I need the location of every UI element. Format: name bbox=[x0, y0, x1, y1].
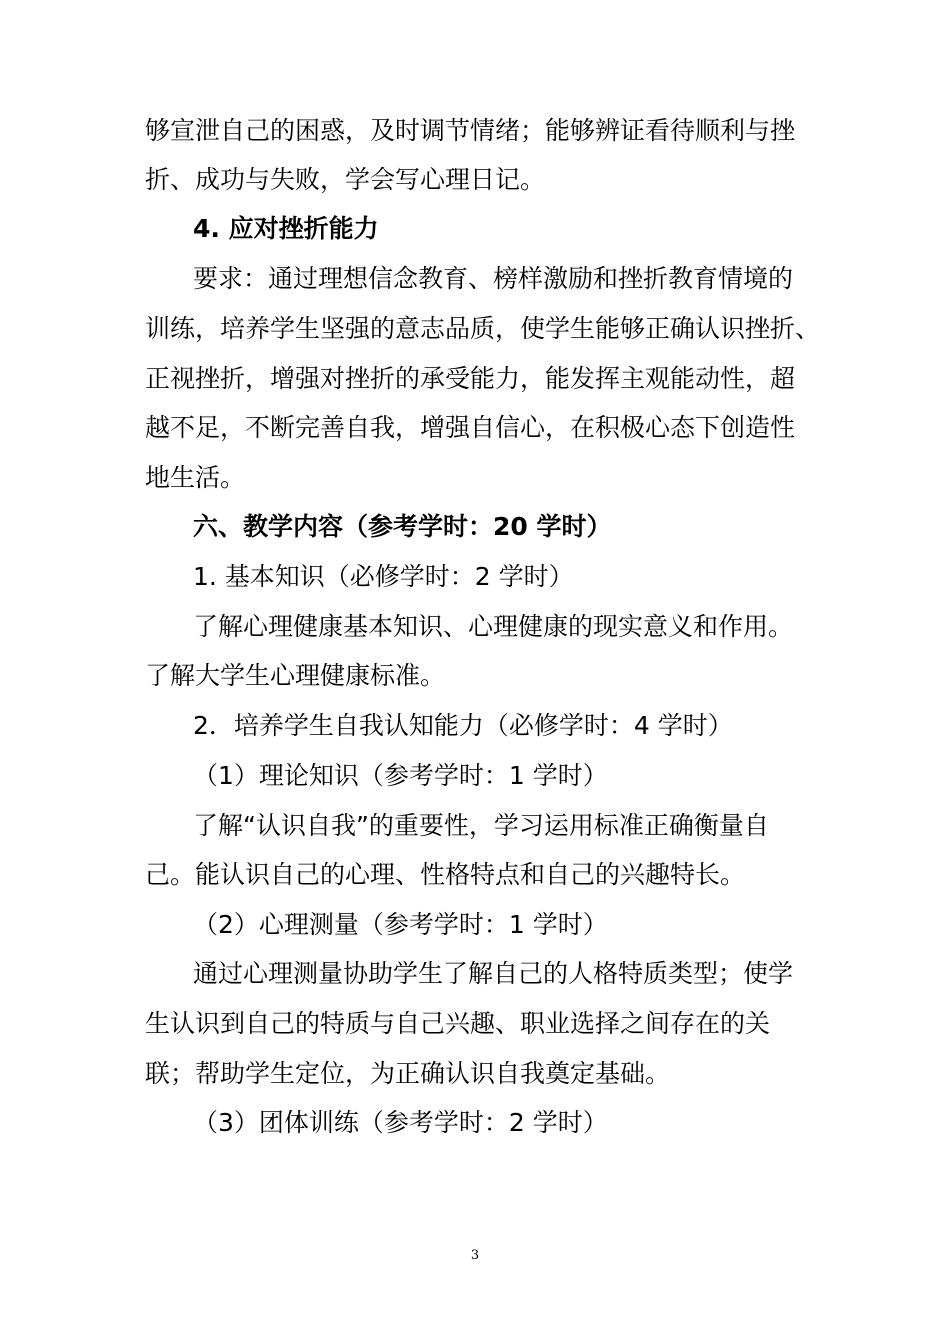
body-text-line: 越不足，不断完善自我，增强自信心，在积极心态下创造性 bbox=[145, 413, 796, 442]
body-text-line: 地生活。 bbox=[145, 463, 246, 492]
body-text-line: 己。能认识自己的心理、性格特点和自己的兴趣特长。 bbox=[145, 860, 746, 889]
item-heading: （1）理论知识（参考学时：1 学时） bbox=[193, 761, 608, 790]
body-text-line: 通过心理测量协助学生了解自己的人格特质类型；使学 bbox=[193, 959, 794, 988]
item-heading: （2）心理测量（参考学时：1 学时） bbox=[193, 910, 608, 939]
subsection-heading: 1. 基本知识（必修学时：2 学时） bbox=[193, 562, 574, 591]
section-heading: 4. 应对挫折能力 bbox=[193, 214, 379, 243]
body-text-line: 够宣泄自己的困惑，及时调节情绪；能够辨证看待顺利与挫 bbox=[145, 116, 796, 145]
item-heading: （3）团体训练（参考学时：2 学时） bbox=[193, 1108, 608, 1137]
body-text-line: 折、成功与失败，学会写心理日记。 bbox=[145, 165, 546, 194]
chapter-heading: 六、教学内容（参考学时：20 学时） bbox=[193, 512, 612, 541]
page-number: 3 bbox=[470, 1248, 480, 1263]
body-text-line: 了解“认识自我”的重要性，学习运用标准正确衡量自 bbox=[193, 811, 769, 840]
body-text-line: 联；帮助学生定位，为正确认识自我奠定基础。 bbox=[145, 1059, 671, 1088]
body-text-line: 生认识到自己的特质与自己兴趣、职业选择之间存在的关 bbox=[145, 1009, 771, 1038]
body-text-line: 了解大学生心理健康标准。 bbox=[145, 661, 446, 690]
subsection-heading: 2．培养学生自我认知能力（必修学时：4 学时） bbox=[193, 711, 733, 740]
body-text-line: 要求：通过理想信念教育、榜样激励和挫折教育情境的 bbox=[193, 264, 794, 293]
body-text-line: 了解心理健康基本知识、心理健康的现实意义和作用。 bbox=[193, 612, 794, 641]
body-text-line: 正视挫折，增强对挫折的承受能力，能发挥主观能动性，超 bbox=[145, 364, 796, 393]
body-text-line: 训练，培养学生坚强的意志品质，使学生能够正确认识挫折、 bbox=[145, 314, 821, 343]
